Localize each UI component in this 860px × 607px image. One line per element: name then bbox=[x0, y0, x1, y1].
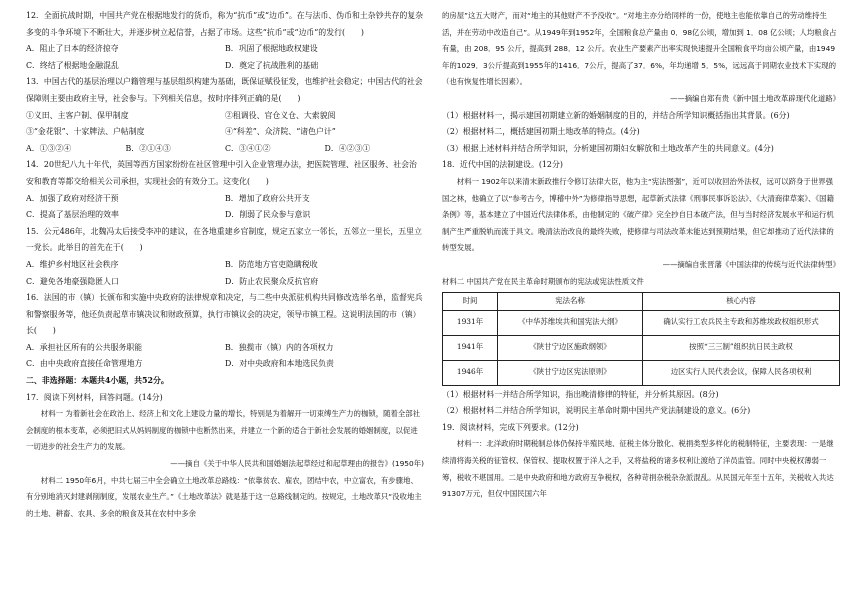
material-source: ——摘编自郑有贵《新中国土地改革辟现代化道路》 bbox=[670, 93, 840, 103]
question-18-stem: 18．近代中国的法制建设。(12分) bbox=[442, 160, 563, 170]
material-text: 材料一：北洋政府时期税制总体仍保持半殖民地、征税主体分散化、税捐类型多样化的税制特征，主要表现：一是继续清将海关税的征管权、保管权、提取权置于洋人之手，又将盐税的诸多权利让渡给了洋员监管。同时中央税权薄弱一筹，税收不堪国用。二是中央政府和地方政府互争税权，各种苛捐杂税杂杂派混乱。从民国元年至十五年，关税收入共达91307万元，但仅中国民国六年 bbox=[442, 439, 834, 499]
table-header: 核心内容 bbox=[643, 293, 840, 311]
question-12-stem: 12．全面抗战时期，中国共产党在根据地发行的货币，称为“抗币”或“边币”。在与法币、伪币和土杂钞共存的复杂多变的斗争环境下不断壮大，并逐步树立起信誉，占据了市场。这些“抗币”或“边币”的发行( ) bbox=[26, 11, 424, 37]
subquestion: （2）根据材料二并结合所学知识，说明民主革命时期中国共产党法制建设的意义。(6分) bbox=[442, 406, 751, 416]
question-14-stem: 14．20世纪八九十年代，英国等西方国家纷纷在社区管理中引入企业管理办法，把医院管理、社区服务、社会治安和教育等都交给相关公司承担，实现社会的有效分工。这变化( ) bbox=[26, 160, 417, 186]
question-15-options bbox=[26, 257, 424, 290]
section-heading: 二、非选择题：本题共4小题，共52分。 bbox=[26, 376, 169, 386]
question-12-options bbox=[26, 41, 424, 74]
material-text: 材料一 1902年以来清末新政推行令修订法律大臣，他为主“宪法图强”，近可以收回治外法权，远可以跻身于世界强国之林，他确立了以“参考古今，博稽中外”为修律指导思想，起草新式法律《刑事民事诉讼法》、《大清商律草案》、《国籍条例》等，基本建立了中国近代法律体系，由他制定的《破产律》完全抄自日本破产法，但与当时经济发展水平和运行机制产生严重脱轨而流于具文。晚清法治改良的最终失败，使修律与司法改革未能达到预期结果，但它却推动了近代法律的转型发展。 bbox=[442, 176, 834, 253]
option-a[interactable]: A．阻止了日本的经济掠夺 bbox=[26, 44, 119, 54]
table-cell: 1946年 bbox=[443, 360, 498, 385]
option-b[interactable]: B．增加了政府公共开支 bbox=[225, 193, 310, 203]
material-text: 材料二 1950年6月，中共七届三中全会确立土地改革总路线：“依靠贫农、雇农，团结中农，中立富农，有步骤地、有分别地消灭封建剥削制度，发展农业生产。”《土地改革法》就是基于这一总路线制定的。按规定，土地改革只“没收地主的土地、耕畜、农具、多余的粮食及其在农村中多余 bbox=[26, 475, 422, 518]
question-19-stem: 19．阅读材料，完成下列要求。(12分) bbox=[442, 422, 579, 432]
right-column bbox=[442, 8, 840, 601]
item-2: ②租调役、官仓义仓、大索貌阅 bbox=[225, 110, 336, 120]
item-4: ④“科差”、众济院、“诸色户计” bbox=[225, 127, 336, 137]
table-row bbox=[443, 335, 840, 360]
subquestion: （2）根据材料二，概括建国初期土地改革的特点。(4分) bbox=[442, 127, 640, 137]
question-16-options bbox=[26, 340, 424, 373]
option-a[interactable]: A．承担社区所有的公共服务职能 bbox=[26, 342, 143, 352]
table-cell: 1941年 bbox=[443, 335, 498, 360]
material-source: ——摘编自张晋藩《中国法律的传统与近代法律转型》 bbox=[662, 259, 840, 269]
option-a[interactable]: A．加强了政府对经济干预 bbox=[26, 193, 119, 203]
option-d[interactable]: D．奠定了抗战胜利的基础 bbox=[225, 60, 319, 70]
item-1: ①义田、主客户制、保甲制度 bbox=[26, 110, 129, 120]
option-c[interactable]: C．终结了根据地金融混乱 bbox=[26, 60, 119, 70]
option-b[interactable]: B．防范地方官吏隐瞒税收 bbox=[225, 259, 318, 269]
table-cell: 确认实行工农兵民主专政和苏维埃政权组织形式 bbox=[643, 310, 840, 335]
option-d[interactable]: D．削弱了民众参与意识 bbox=[225, 210, 311, 220]
item-3: ③“金花银”、十家牌法、户帖制度 bbox=[26, 127, 145, 137]
option-b[interactable]: B．独揽市（镇）内的各项权力 bbox=[225, 342, 334, 352]
material-source: ——摘自《关于中华人民共和国婚姻法起草经过和起草理由的报告》(1950年) bbox=[170, 459, 424, 469]
question-16-stem: 16．法国的市（镇）长颁布和实施中央政府的法律规章和决定，与二些中央派驻机构共同修改选举名单，监督宪兵和警察服务等，他还负责起草市镇决议和财政预算，执行市镇议会的决定，领导市镇工程。这说明法国的市（镇）长( ) bbox=[26, 293, 423, 336]
option-c[interactable]: C．③④①② bbox=[225, 143, 271, 153]
option-b[interactable]: B．②①④③ bbox=[125, 143, 171, 153]
table-row bbox=[443, 360, 840, 385]
table-header: 时间 bbox=[443, 293, 498, 311]
table-row bbox=[443, 310, 840, 335]
table-cell: 《陕甘宁边区宪法原则》 bbox=[498, 360, 643, 385]
table-cell: 按照“三三制”组织抗日民主政权 bbox=[643, 335, 840, 360]
material-title: 材料二 中国共产党在民主革命时期颁布的宪法或宪法性质文件 bbox=[442, 276, 644, 286]
question-15-stem: 15．公元486年，北魏冯太后接受李冲的建议，在各地重建乡官制度，规定五家立一邻长，五邻立一里长，五里立一党长。此举目的首先在于( ) bbox=[26, 226, 422, 253]
question-13-items bbox=[26, 108, 424, 141]
option-a[interactable]: A．①③②④ bbox=[26, 143, 72, 153]
option-c[interactable]: C．由中央政府直接任命管理地方 bbox=[26, 359, 143, 369]
question-14-options bbox=[26, 191, 424, 224]
option-c[interactable]: C．避免各地豪强隐匿人口 bbox=[26, 276, 119, 286]
table-cell: 1931年 bbox=[443, 310, 498, 335]
option-c[interactable]: C．提高了基层治理的效率 bbox=[26, 210, 119, 220]
constitution-table bbox=[442, 292, 840, 386]
material-text: 材料一 为着新社会在政治上、经济上和文化上建设力量的增长，特别是为着解开一切束缚生产力的枷锁，随着全部社会制度的根本变革，必须把旧式从妈妈制度的枷锁中也断然出来，并建立一个新的适合于新社会发展的婚姻制度，以促进一切进步的社会生产力的发展。 bbox=[26, 409, 421, 452]
question-13-stem: 13．中国古代的基层治理以户籍管理与基层组织构建为基础，既保证赋役征发，也维护社会稳定；中国古代的社会保障则主要由政府主导，社会参与。下列相关信息，按时序排列正确的是( ) bbox=[26, 77, 423, 103]
subquestion: （1）根据材料一并结合所学知识，指出晚清修律的特征，并分析其原因。(8分) bbox=[442, 389, 719, 399]
left-column bbox=[26, 8, 424, 601]
subquestion: （1）根据材料一，揭示建国初期建立新的婚姻制度的目的，并结合所学知识概括指出其背景。(6分) bbox=[442, 110, 790, 120]
option-d[interactable]: D．对中央政府和本地选民负责 bbox=[225, 359, 334, 369]
table-cell: 边区实行人民代表会议，保障人民各项权利 bbox=[643, 360, 840, 385]
question-17-stem: 17．阅读下列材料，回答问题。(14分) bbox=[26, 392, 163, 402]
table-header: 宪法名称 bbox=[498, 293, 643, 311]
subquestion: （3）根据上述材料并结合所学知识，分析建国初期妇女解放和土地改革产生的共同意义。(4分) bbox=[442, 143, 774, 153]
option-d[interactable]: D．④②③① bbox=[324, 143, 371, 153]
option-a[interactable]: A．维护乡村地区社会秩序 bbox=[26, 259, 119, 269]
option-b[interactable]: B．巩固了根据地政权建设 bbox=[225, 44, 318, 54]
option-d[interactable]: D．防止农民聚众反抗官府 bbox=[225, 276, 319, 286]
table-header-row bbox=[443, 293, 840, 311]
material-text: 的房屋”这五大财产，而对“地主的其他财产不予没收”。“对地主亦分给同样的一份，使地主也能依靠自己的劳动维持生活，并在劳动中改造自己”。从1949年到1952年，全国粮食总产量由 0．98亿公顷，增加到 1．08 亿公顷；人均粮食占有量，由 208．95 公斤，提高到 288．12 公斤。农业生产要素产出率实现快速提升全国粮食平均亩公顷产量，由1949年的1029．3公斤提高到1955年的1416．7公斤，提高了37．6%，年均递增 5．5%，远远高于同期农业技术下实现的（也有恢复性增长因素）。 bbox=[442, 11, 837, 87]
question-13-options bbox=[26, 141, 424, 158]
table-cell: 《陕甘宁边区施政纲领》 bbox=[498, 335, 643, 360]
table-cell: 《中华苏维埃共和国宪法大纲》 bbox=[498, 310, 643, 335]
